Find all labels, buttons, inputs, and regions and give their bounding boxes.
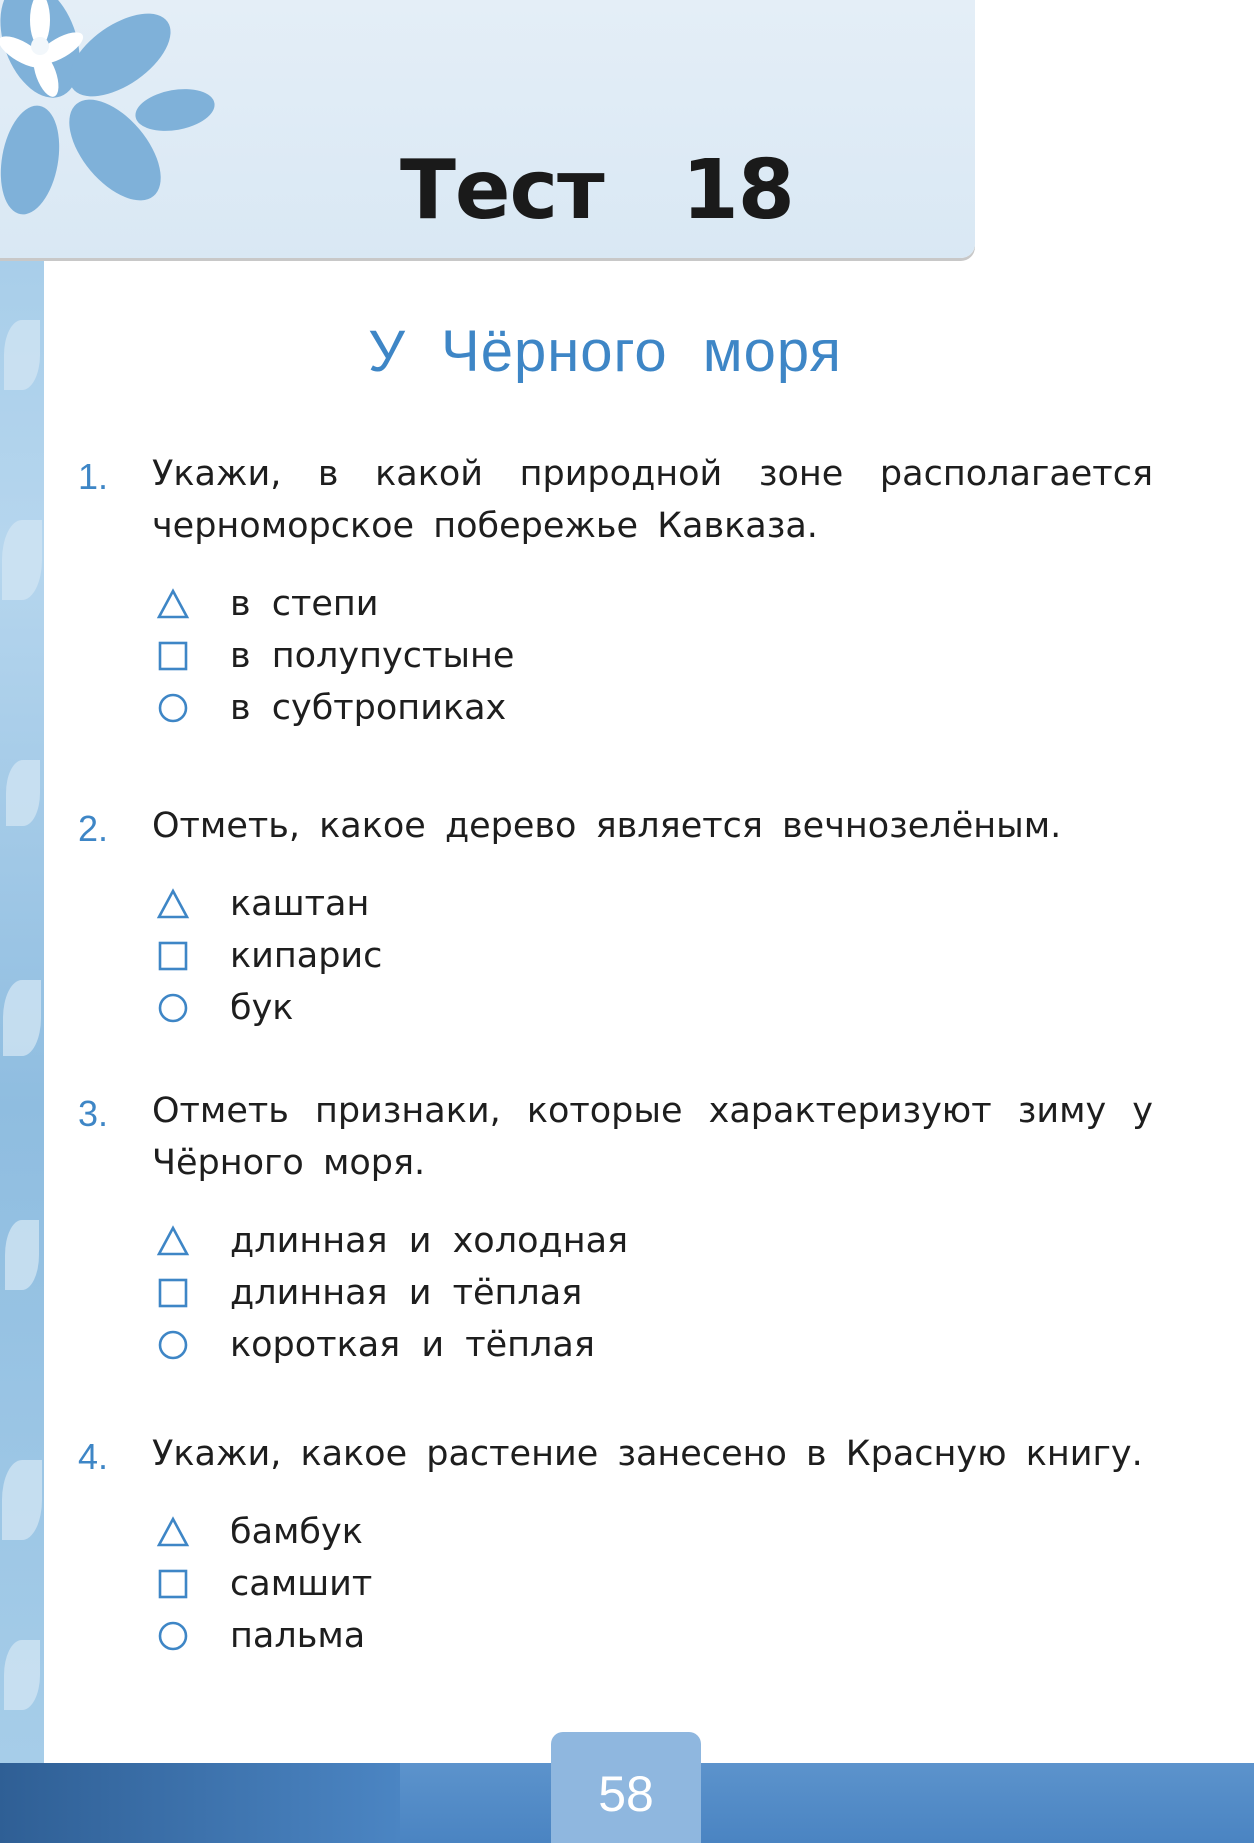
test-word: Тест [400,143,604,238]
topic-title: У Чёрного моря [368,319,842,384]
option-label: кипарис [230,936,383,976]
answer-option[interactable] [156,1610,1153,1662]
option-label: в полупустыне [230,636,515,676]
option-label: бук [230,988,294,1028]
question-text: Укажи, в какой природной зоне располагается черноморское побережье Кавказа. [152,454,1153,546]
answer-option[interactable] [156,682,1153,734]
question-2 [78,800,1153,1034]
test-number: 18 [681,143,794,238]
square-icon[interactable] [156,1567,190,1601]
answer-option[interactable] [156,630,1153,682]
answer-options [156,578,1153,734]
page-number: 58 [598,1765,654,1822]
option-label: длинная и холодная [230,1221,629,1261]
answer-option[interactable] [156,1267,1153,1319]
answer-option[interactable] [156,1215,1153,1267]
answer-options [156,878,1153,1034]
question-number: 2. [78,808,109,849]
square-icon[interactable] [156,1276,190,1310]
answer-option[interactable] [156,1319,1153,1371]
answer-option[interactable] [156,930,1153,982]
question-4 [78,1428,1153,1662]
answer-option[interactable] [156,578,1153,630]
question-text: Укажи, какое растение занесено в Красную книгу. [152,1434,1143,1474]
triangle-icon[interactable] [156,887,190,921]
test-header-panel [0,0,975,258]
circle-icon[interactable] [156,1619,190,1653]
answer-option[interactable] [156,878,1153,930]
decorative-floral-strip [0,0,44,1843]
option-label: самшит [230,1564,373,1604]
footer-decoration [0,1763,400,1843]
test-title [400,143,794,238]
answer-option[interactable] [156,1558,1153,1610]
circle-icon[interactable] [156,991,190,1025]
answer-options [156,1215,1153,1371]
option-label: каштан [230,884,370,924]
question-1 [78,448,1153,734]
page-number-tab [551,1732,701,1843]
square-icon[interactable] [156,939,190,973]
triangle-icon[interactable] [156,587,190,621]
triangle-icon[interactable] [156,1515,190,1549]
answer-options [156,1506,1153,1662]
question-text: Отметь признаки, которые характеризуют зиму у Чёрного моря. [152,1091,1153,1183]
option-label: пальма [230,1616,366,1656]
option-label: бамбук [230,1512,363,1552]
answer-option[interactable] [156,1506,1153,1558]
circle-icon[interactable] [156,1328,190,1362]
question-number: 3. [78,1093,109,1134]
option-label: в степи [230,584,379,624]
question-number: 4. [78,1436,109,1477]
triangle-icon[interactable] [156,1224,190,1258]
square-icon[interactable] [156,639,190,673]
question-3 [78,1085,1153,1371]
option-label: в субтропиках [230,688,507,728]
answer-option[interactable] [156,982,1153,1034]
flower-decoration-icon [0,0,220,250]
option-label: длинная и тёплая [230,1273,583,1313]
circle-icon[interactable] [156,691,190,725]
question-number: 1. [78,456,109,497]
question-text: Отметь, какое дерево является вечнозелёным. [152,806,1062,846]
option-label: короткая и тёплая [230,1325,595,1365]
